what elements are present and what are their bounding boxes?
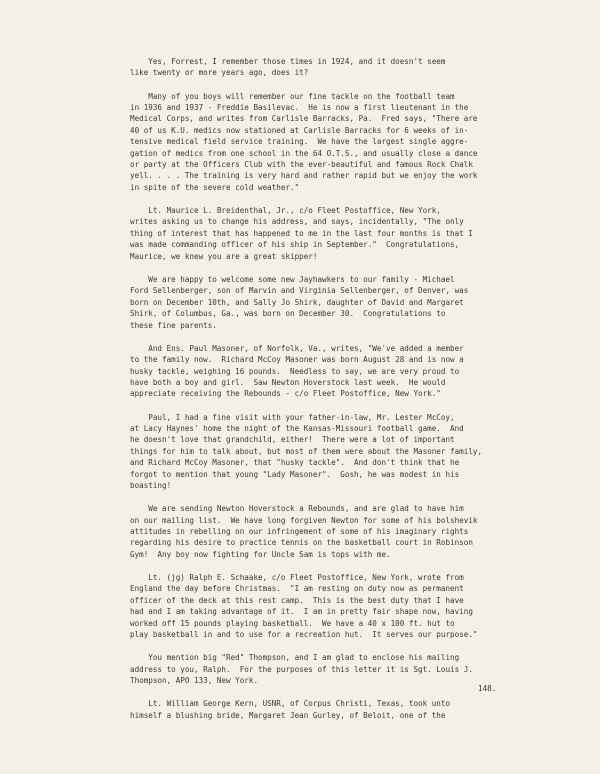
text-line: Paul, I had a fine visit with your father-in-law, Mr. Lester McCoy, [130,412,455,422]
text-line: address to you, Ralph. For the purposes of this letter it is Sgt. Louis J. [130,664,473,674]
paragraph [130,343,530,400]
text-line: boasting! [130,480,172,490]
paragraph [130,698,530,721]
text-line: Many of you boys will remember our fine tackle on the football team [130,91,455,101]
text-line: Lt. William George Kern, USNR, of Corpus Christi, Texas, took unto [130,699,451,709]
text-line: Maurice, we knew you are a great skipper! [130,251,318,261]
text-line: these fine parents. [130,320,217,330]
text-line: officer of the deck at this rest camp. This is the best duty that I have [130,595,464,605]
text-line: writes asking us to change his address, and says, incidentally, "The only [130,217,464,227]
text-line: was made commanding officer of his ship in September." Congratulations, [130,240,460,250]
text-line: husky tackle, weighing 16 pounds. Needless to say, we are very proud to [130,366,460,376]
text-line: himself a blushing bride, Margaret Jean Gurley, of Beloit, one of the [130,710,446,720]
text-line: You mention big "Red" Thompson, and I am glad to enclose his mailing [130,653,460,663]
text-line: tensive medical field service training. We have the largest single aggre- [130,137,469,147]
text-line: worked off 15 pounds playing basketball. We have a 40 x 100 ft. hut to [130,618,455,628]
text-line: And Ens. Paul Masoner, of Norfolk, Va., writes, "We've added a member [130,343,464,353]
text-line: on our mailing list. We have long forgiven Newton for some of his bolshevik [130,515,478,525]
text-line: or party at the Officers Club with the ever-beautiful and famous Rock Chalk [130,160,473,170]
paragraph [130,205,530,262]
text-line: at Lacy Haynes' home the night of the Kansas-Missouri football game. And [130,423,464,433]
text-line: yell. . . . The training is very hard and rather rapid but we enjoy the work [130,171,478,181]
text-line: gation of medics from one school in the 64 O.T.S., and usually close a dance [130,148,478,158]
text-line: in spite of the severe cold weather." [130,182,300,192]
paragraph [130,572,530,640]
paragraph [130,91,530,194]
text-line: forgot to mention that young "Lady Masoner". Gosh, he was modest in his [130,469,460,479]
paragraph [130,503,530,560]
text-line: like twenty or more years ago, does it? [130,68,309,78]
text-line: 40 of us K.U. medics now stationed at Carlisle Barracks for 6 weeks of in- [130,125,469,135]
text-line: in 1936 and 1937 - Freddie Basilevac. He is now a first lieutenant in the [130,103,469,113]
text-line: We are sending Newton Hoverstock a Rebounds, and are glad to have him [130,504,464,514]
text-line: had and I am taking advantage of it. I am in pretty fair shape now, having [130,607,473,617]
letter-body [130,56,530,733]
text-line: Lt. Maurice L. Breidenthal, Jr., c/o Fleet Postoffice, New York, [130,206,441,216]
text-line: Ford Sellenberger, son of Marvin and Virginia Sellenberger, of Denver, was [130,286,469,296]
text-line: Shirk, of Columbus, Ga., was born on December 30. Congratulations to [130,309,446,319]
text-line: and Richard McCoy Masoner, that "husky tackle". And don't think that he [130,458,460,468]
text-line: Lt. (jg) Ralph E. Schaake, c/o Fleet Postoffice, New York, wrote from [130,573,464,583]
page-number: 148. [478,684,497,693]
text-line: Gym! Any boy now fighting for Uncle Sam is tops with me. [130,549,391,559]
text-line: appreciate receiving the Rebounds - c/o Fleet Postoffice, New York." [130,389,441,399]
text-line: England the day before Christmas. "I am resting on duty now as permanent [130,584,464,594]
text-line: have both a boy and girl. Saw Newton Hoverstock last week. He would [130,377,446,387]
paragraph [130,412,530,492]
text-line: attitudes in rebelling on our infringement of some of his imaginary rights [130,527,469,536]
text-line: regarding his desire to practice tennis on the basketball court in Robinson [130,538,473,548]
paragraph [130,652,530,686]
paragraph [130,274,530,331]
text-line: born on December 10th, and Sally Jo Shirk, daughter of David and Margaret [130,297,464,307]
text-line: play basketball in and to use for a recreation hut. It serves our purpose." [130,630,478,640]
text-line: Thompson, APO 133, New York. [130,676,259,686]
text-line: Medical Corps, and writes from Carlisle Barracks, Pa. Fred says, "There are [130,114,478,124]
text-line: thing of interest that has happened to me in the last four months is that I [130,228,473,238]
text-line: to the family now. Richard McCoy Masoner was born August 28 and is now a [130,355,464,365]
text-line: things for him to talk about, but most of them were about the Masoner family, [130,446,483,456]
paragraph [130,56,530,79]
text-line: We are happy to welcome some new Jayhawkers to our family - Michael [130,274,455,284]
text-line: Yes, Forrest, I remember those times in 1924, and it doesn't seem [130,57,446,66]
text-line: he doesn't love that grandchild, either! There were a lot of important [130,435,455,445]
